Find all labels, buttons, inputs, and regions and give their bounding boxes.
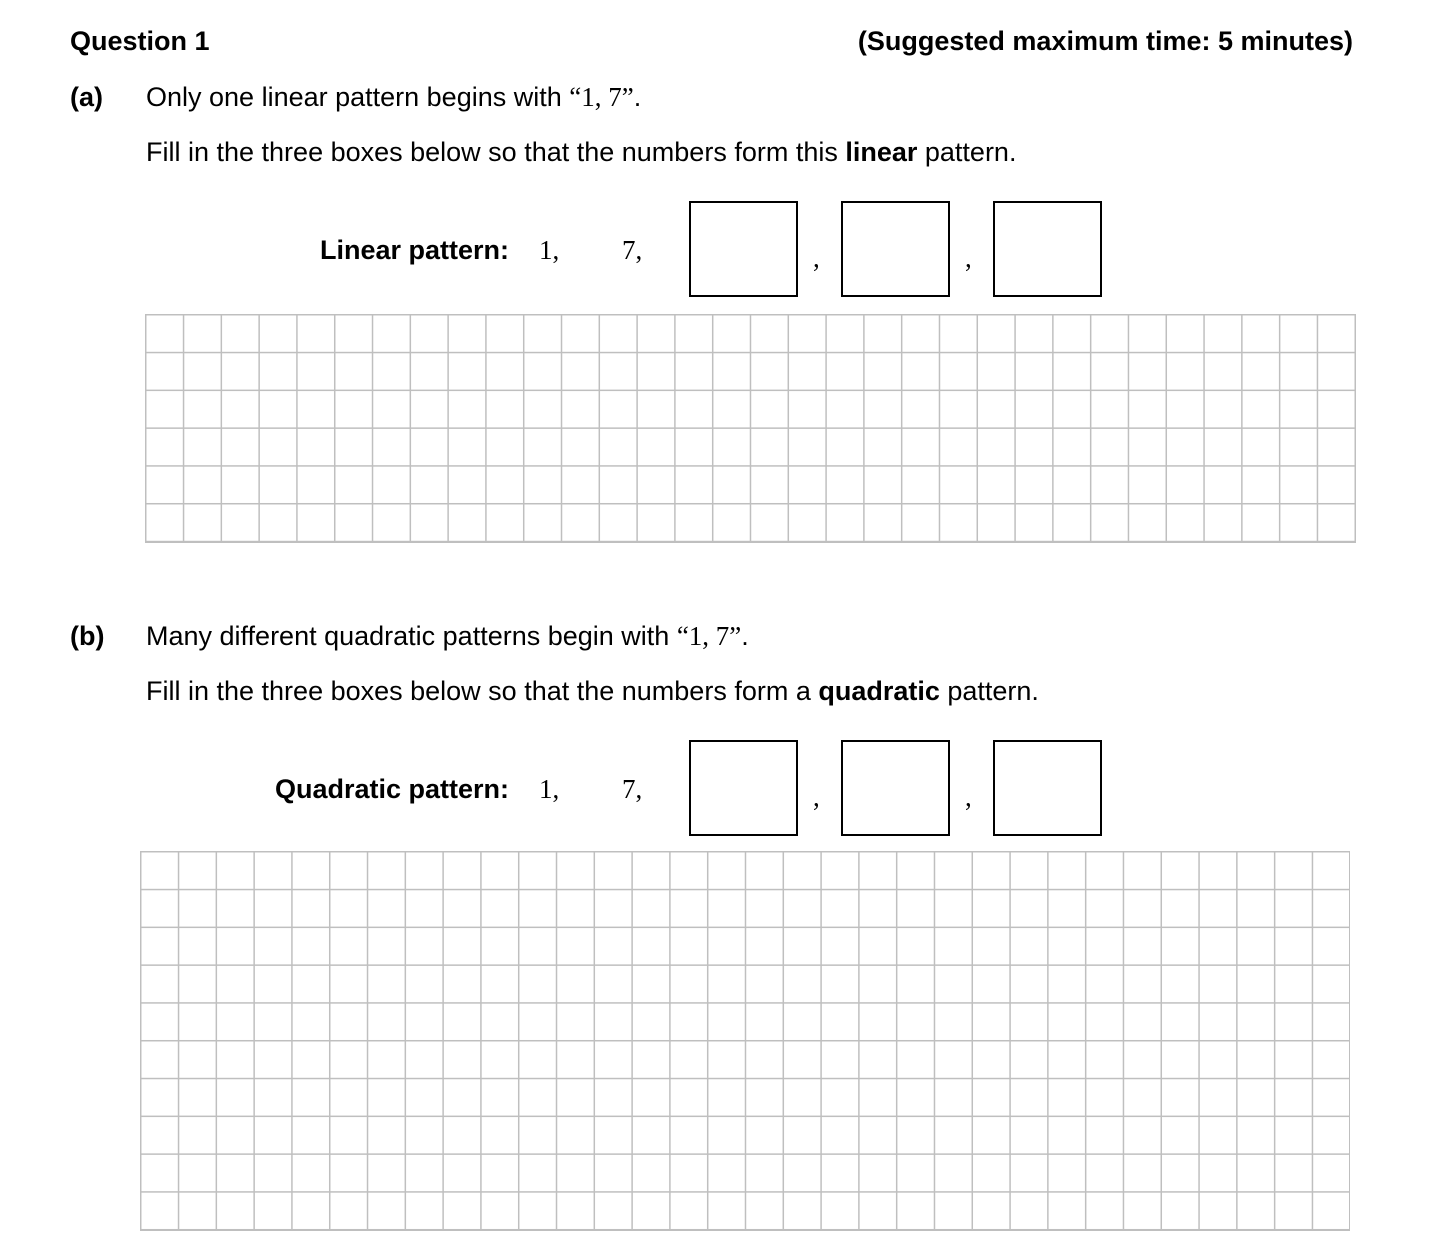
linear-answer-box-2[interactable] xyxy=(841,201,950,297)
linear-answer-box-3[interactable] xyxy=(993,201,1102,297)
part-b-working-grid[interactable] xyxy=(140,851,1350,1231)
part-b-label: (b) xyxy=(70,621,105,651)
part-b-intro-quote: “1, 7” xyxy=(676,621,742,651)
quadratic-answer-box-1[interactable] xyxy=(689,740,798,836)
quadratic-answer-box-2[interactable] xyxy=(841,740,950,836)
suggested-time-note: (Suggested maximum time: 5 minutes) xyxy=(857,26,1353,56)
part-a-intro xyxy=(146,84,641,111)
part-b-instruction-prefix: Fill in the three boxes below so that the numbers form a xyxy=(146,676,819,706)
quadratic-separator-2: , xyxy=(965,782,972,812)
part-b-instruction-bold: quadratic xyxy=(818,676,940,706)
part-a-working-grid[interactable] xyxy=(145,314,1356,543)
part-b-intro xyxy=(146,623,749,650)
quadratic-term-1: 1, xyxy=(539,774,560,804)
linear-term-1: 1, xyxy=(539,235,560,265)
quadratic-answer-box-3[interactable] xyxy=(993,740,1102,836)
linear-separator-1: , xyxy=(813,243,820,273)
part-a-instruction-suffix: pattern. xyxy=(917,137,1017,167)
question-title: Question 1 xyxy=(70,26,210,56)
linear-term-2: 7, xyxy=(622,235,643,265)
linear-separator-2: , xyxy=(965,243,972,273)
part-b-instruction-suffix: pattern. xyxy=(939,676,1039,706)
part-a-instruction-bold: linear xyxy=(845,137,918,167)
part-b-intro-prefix: Many different quadratic patterns begin with xyxy=(146,621,677,651)
quadratic-term-2: 7, xyxy=(622,774,643,804)
part-a-label: (a) xyxy=(70,82,103,112)
quadratic-separator-1: , xyxy=(813,782,820,812)
quadratic-pattern-label: Quadratic pattern: xyxy=(274,774,509,804)
part-a-intro-prefix: Only one linear pattern begins with xyxy=(146,82,570,112)
part-a-instruction-prefix: Fill in the three boxes below so that the numbers form this xyxy=(146,137,846,167)
linear-answer-box-1[interactable] xyxy=(689,201,798,297)
part-a-instruction xyxy=(146,139,1016,166)
part-b-intro-suffix: . xyxy=(741,621,749,651)
part-a-intro-suffix: . xyxy=(633,82,642,112)
part-a-intro-quote: “1, 7” xyxy=(569,82,634,112)
part-b-instruction xyxy=(146,678,1039,705)
linear-pattern-label: Linear pattern: xyxy=(319,235,509,265)
